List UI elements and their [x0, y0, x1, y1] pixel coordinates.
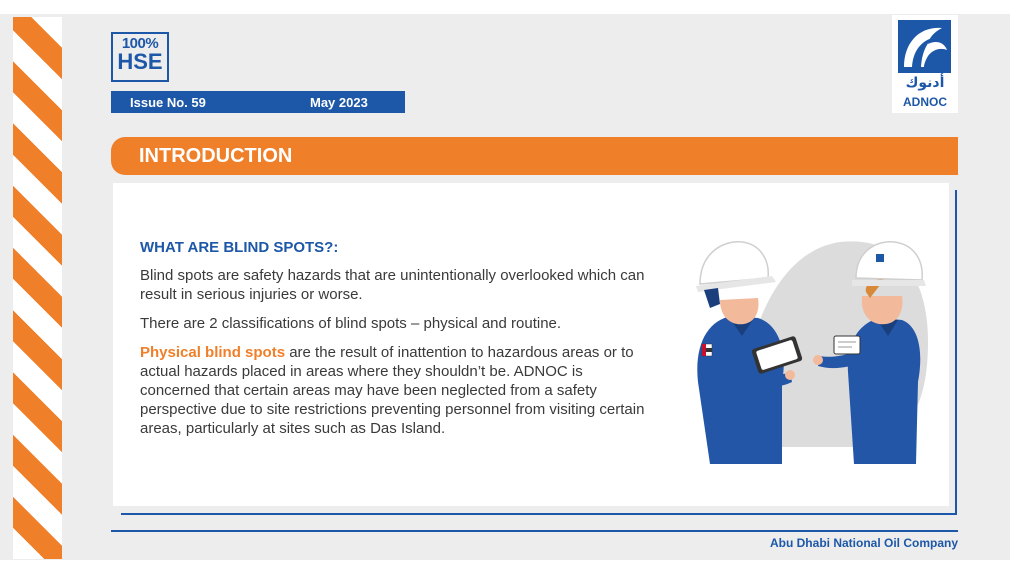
- adnoc-logo: [892, 15, 958, 113]
- adnoc-arabic-name: أدنوك: [905, 75, 945, 91]
- footer-divider: [111, 530, 958, 532]
- hse-logo-percent: 100%: [121, 35, 159, 52]
- section-title: INTRODUCTION: [139, 145, 293, 167]
- two-workers-illustration: [680, 232, 930, 464]
- card-accent-bottom: [121, 513, 957, 515]
- content-heading: WHAT ARE BLIND SPOTS?:: [140, 239, 339, 256]
- section-header: [111, 137, 958, 175]
- hazard-stripe-bar: [13, 17, 62, 559]
- hse-logo-text: HSE: [117, 49, 163, 74]
- adnoc-latin-name: ADNOC: [903, 95, 947, 109]
- paragraph-physical-rest: are the result of inattention to hazardous areas or to actual hazards placed in areas where they shouldn’t be. ADNOC is concerned that certain areas may have been neglected from a safety perspective due to site restrictions preventing personnel from visiting certain areas, particularly at sites such as Das Island.: [140, 344, 645, 437]
- adnoc-falcon-emblem-icon: [898, 20, 951, 73]
- hse-logo: [111, 32, 169, 82]
- bottom-border: [0, 560, 1024, 576]
- top-border: [0, 0, 1024, 14]
- issue-date: May 2023: [310, 95, 368, 110]
- issue-number: Issue No. 59: [130, 95, 206, 110]
- footer-company-name: Abu Dhabi National Oil Company: [769, 536, 958, 550]
- issue-bar: [111, 91, 405, 113]
- highlight-physical-blind-spots: Physical blind spots: [140, 344, 286, 361]
- paragraph-physical: [140, 343, 645, 438]
- paragraph-definition: Blind spots are safety hazards that are unintentionally overlooked which can result in serious injuries or worse.: [140, 267, 645, 303]
- paragraph-classifications: There are 2 classifications of blind spots – physical and routine.: [140, 315, 562, 332]
- right-border: [1010, 0, 1024, 576]
- content-text: [140, 238, 645, 448]
- card-accent-right: [955, 190, 957, 515]
